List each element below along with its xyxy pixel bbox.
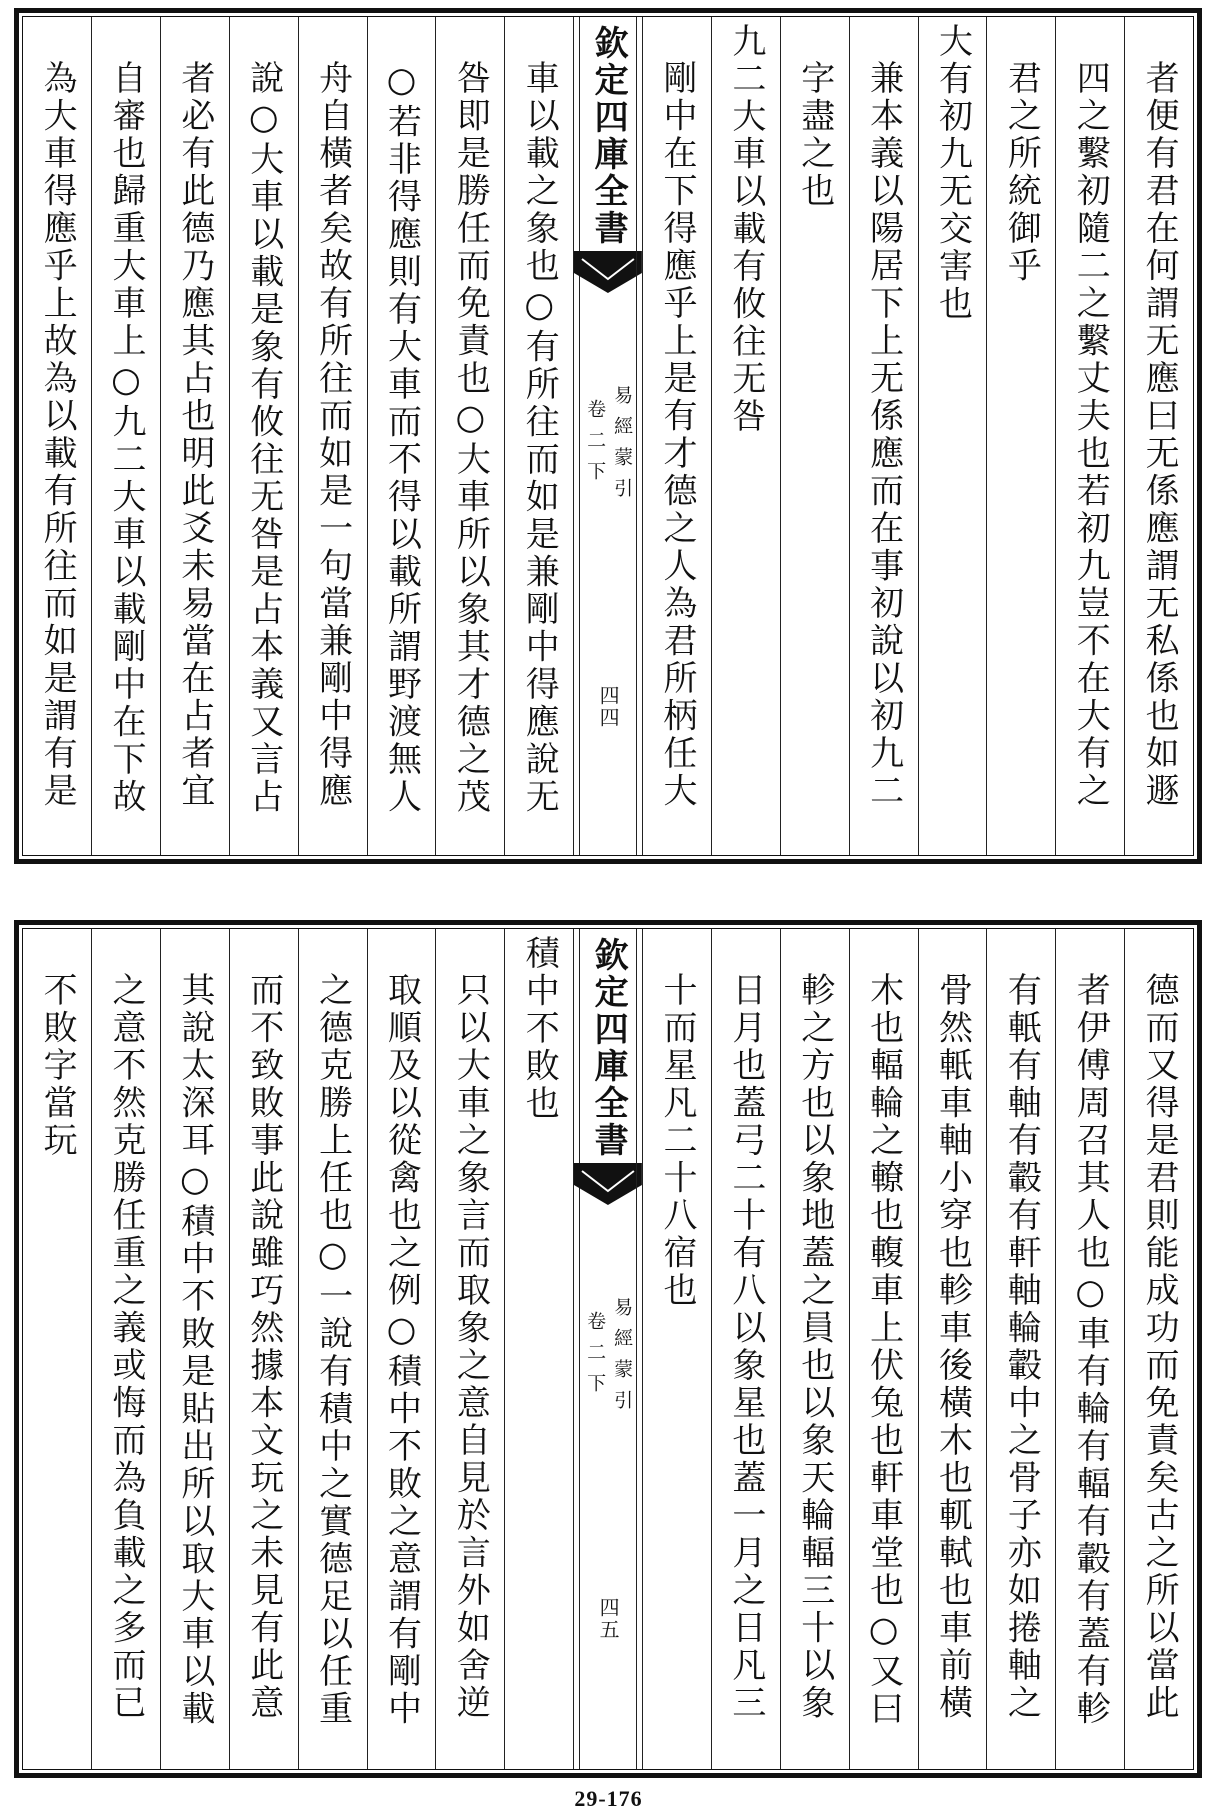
- column-text: 四之繫初隨二之繫丈夫也若初九豈不在大有之: [1070, 60, 1111, 810]
- center-fold-column: [573, 17, 642, 855]
- text-column: [642, 929, 711, 1769]
- text-column: [435, 929, 504, 1769]
- bottom-page-panel: [14, 920, 1202, 1778]
- text-column: [504, 17, 573, 855]
- heading-column: [504, 929, 573, 1769]
- column-heading-text: 大有初九无交害也: [932, 23, 973, 323]
- column-text: 者必有此德乃應其占也明此爻未易當在占者宜: [174, 60, 215, 810]
- column-text: 只以大車之象言而取象之意自見於言外如舍逆: [450, 972, 491, 1722]
- column-text: 軫之方也以象地蓋之員也以象天輪輻三十以象: [794, 972, 835, 1722]
- series-title: 欽定四庫全書: [588, 937, 629, 1159]
- column-text: 車以載之象也○有所往而如是兼剛中得應說无: [519, 60, 560, 816]
- column-text: 有軝有軸有轂有軒軸輪轂中之骨子亦如捲軸之: [1001, 972, 1042, 1722]
- text-column: [91, 929, 160, 1769]
- text-column: [160, 929, 229, 1769]
- column-text: 字盡之也: [794, 60, 835, 210]
- column-text: 日月也蓋弓二十有八以象星也蓋一月之日凡三: [725, 972, 766, 1722]
- column-heading-text: 積中不敗也: [519, 935, 560, 1123]
- column-text: 其說太深耳○積中不敗是貼出所以取大車以載: [174, 972, 215, 1728]
- heading-column: [711, 17, 780, 855]
- text-column: [711, 929, 780, 1769]
- column-text: 自審也歸重大車上○九二大車以載剛中在下故: [105, 60, 146, 816]
- text-column: [849, 17, 918, 855]
- book-info: [574, 1297, 642, 1421]
- text-column: [91, 17, 160, 855]
- column-heading-text: 九二大車以載有攸往无咎: [725, 23, 766, 436]
- column-text: 木也輻輪之轑也輹車上伏兔也軒車堂也○又曰: [863, 972, 904, 1728]
- text-column: [642, 17, 711, 855]
- text-column: [1055, 17, 1124, 855]
- page-number: 四五: [596, 1597, 621, 1641]
- column-text: 不敗字當玩: [37, 972, 78, 1160]
- text-column: [1124, 17, 1193, 855]
- column-text: 骨然軝車軸小穿也軫車後橫木也軏軾也車前橫: [932, 972, 973, 1722]
- text-column: [367, 17, 436, 855]
- text-column: [229, 17, 298, 855]
- column-text: 咎即是勝任而免責也○大車所以象其才德之茂: [450, 60, 491, 816]
- text-column: [229, 929, 298, 1769]
- book-title: 易經蒙引: [611, 1297, 634, 1421]
- text-column: [986, 929, 1055, 1769]
- book-title: 易經蒙引: [611, 385, 634, 509]
- text-column: [23, 17, 91, 855]
- text-column: [780, 17, 849, 855]
- column-text: 之意不然克勝任重之義或悔而為負載之多而已: [105, 972, 146, 1722]
- text-column: [918, 929, 987, 1769]
- column-text: 兼本義以陽居下上无係應而在事初說以初九二: [863, 60, 904, 810]
- series-title: 欽定四庫全書: [588, 25, 629, 247]
- text-column: [849, 929, 918, 1769]
- text-column: [435, 17, 504, 855]
- column-text: 而不致敗事此說雖巧然據本文玩之未見有此意: [243, 972, 284, 1722]
- volume-label: 卷二下: [584, 399, 607, 492]
- page-frame: [22, 16, 1194, 856]
- page-number: 四四: [596, 685, 621, 729]
- column-text: 剛中在下得應乎上是有才德之人為君所柄任大: [656, 60, 697, 810]
- book-info: [574, 385, 642, 509]
- fish-tail-ornament: [574, 251, 642, 295]
- text-column: [23, 929, 91, 1769]
- text-column: [1124, 929, 1193, 1769]
- column-text: 者伊傅周召其人也○車有輪有輻有轂有蓋有軫: [1070, 972, 1111, 1728]
- column-text: 之德克勝上任也○一說有積中之實德足以任重: [312, 972, 353, 1728]
- text-column: [1055, 929, 1124, 1769]
- heading-column: [918, 17, 987, 855]
- column-text: ○若非得應則有大車而不得以載所謂野渡無人: [381, 60, 422, 816]
- top-page-panel: [14, 8, 1202, 864]
- text-column: [160, 17, 229, 855]
- text-column: [986, 17, 1055, 855]
- fish-tail-ornament: [574, 1163, 642, 1207]
- column-text: 取順及以從禽也之例○積中不敗之意謂有剛中: [381, 972, 422, 1728]
- column-text: 者便有君在何謂无應曰无係應謂无私係也如遯: [1139, 60, 1180, 810]
- column-text: 為大車得應乎上故為以載有所往而如是謂有是: [37, 60, 78, 810]
- column-text: 說○大車以載是象有攸往无咎是占本義又言占: [243, 60, 284, 816]
- text-column: [298, 929, 367, 1769]
- page-frame: [22, 928, 1194, 1770]
- column-text: 十而星凡二十八宿也: [656, 972, 697, 1310]
- column-text: 君之所統御乎: [1001, 60, 1042, 285]
- text-column: [367, 929, 436, 1769]
- text-column: [780, 929, 849, 1769]
- text-column: [298, 17, 367, 855]
- center-fold-column: [573, 929, 642, 1769]
- volume-label: 卷二下: [584, 1311, 607, 1404]
- column-text: 舟自橫者矣故有所往而如是一句當兼剛中得應: [312, 60, 353, 810]
- column-text: 德而又得是君則能成功而免責矣古之所以當此: [1139, 972, 1180, 1722]
- reprint-page-number: 29-176: [574, 1786, 643, 1811]
